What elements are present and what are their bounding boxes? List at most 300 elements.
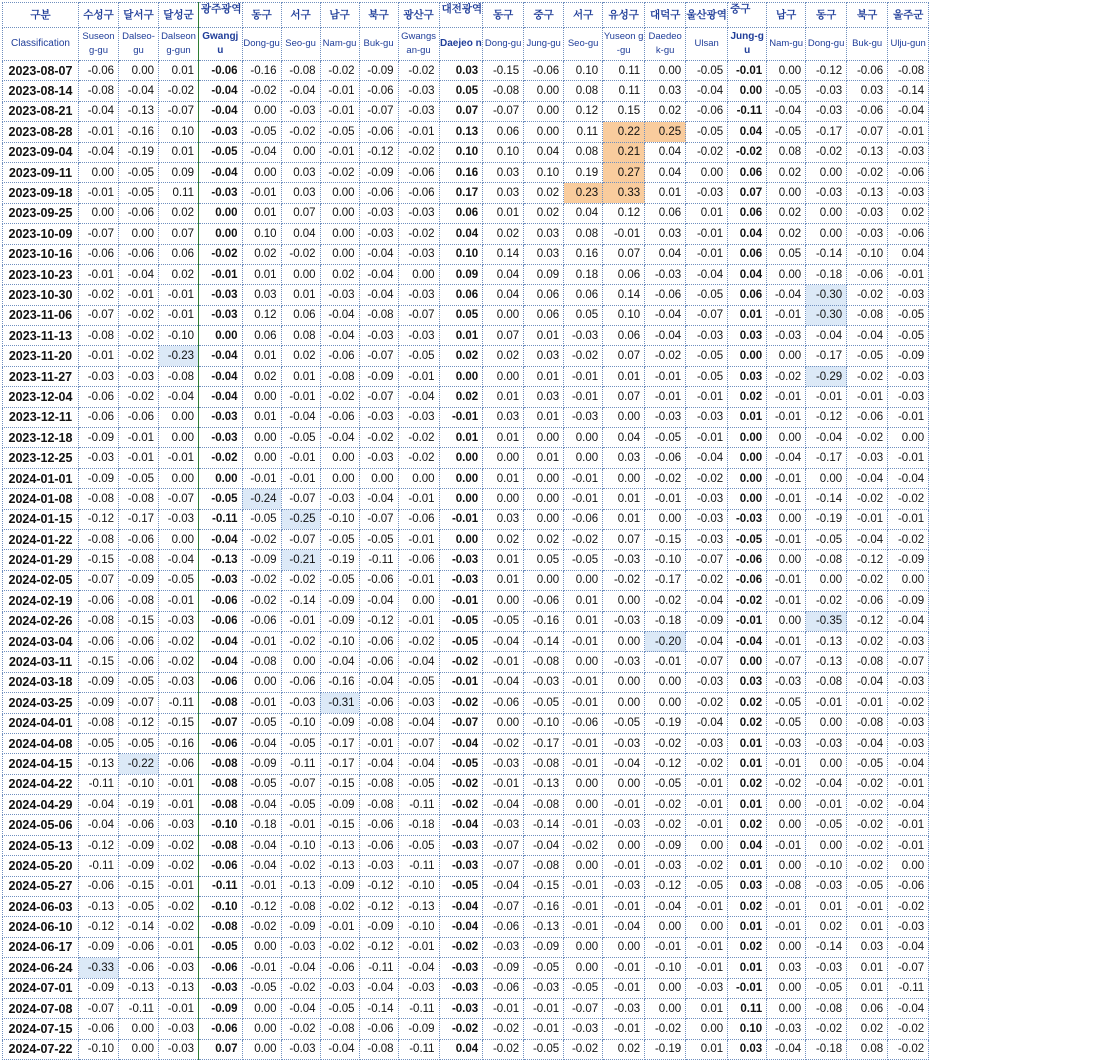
value-cell: -0.04 — [398, 387, 439, 407]
value-cell: 0.01 — [728, 407, 767, 427]
value-cell: -0.08 — [119, 591, 159, 611]
value-cell: -0.06 — [888, 162, 929, 182]
value-cell: -0.13 — [524, 917, 564, 937]
value-cell: 0.00 — [564, 937, 603, 957]
value-cell: -0.06 — [483, 978, 524, 998]
value-cell: 0.00 — [645, 998, 686, 1018]
value-cell: 0.00 — [564, 428, 603, 448]
value-cell: -0.14 — [806, 489, 847, 509]
table-row — [3, 101, 929, 121]
value-cell: 0.10 — [524, 162, 564, 182]
value-cell: -0.04 — [119, 81, 159, 101]
header-ko-cell: 동구 — [806, 3, 847, 28]
value-cell: -0.06 — [199, 958, 243, 978]
value-cell: -0.05 — [645, 774, 686, 794]
value-cell: 0.05 — [524, 550, 564, 570]
value-cell: -0.08 — [524, 856, 564, 876]
value-cell: -0.02 — [847, 835, 888, 855]
value-cell: -0.01 — [767, 591, 806, 611]
value-cell: -0.06 — [199, 672, 243, 692]
value-cell: -0.04 — [199, 346, 243, 366]
value-cell: -0.03 — [767, 733, 806, 753]
value-cell: -0.05 — [847, 346, 888, 366]
value-cell: -0.17 — [119, 509, 159, 529]
value-cell: -0.14 — [119, 917, 159, 937]
value-cell: -0.05 — [159, 570, 199, 590]
value-cell: -0.07 — [686, 652, 728, 672]
header-ko-cell: 북구 — [359, 3, 398, 28]
value-cell: -0.18 — [645, 611, 686, 631]
value-cell: -0.10 — [281, 713, 320, 733]
value-cell: -0.05 — [242, 122, 281, 142]
value-cell: -0.19 — [320, 550, 359, 570]
value-cell: 0.00 — [199, 203, 243, 223]
value-cell: 0.02 — [320, 264, 359, 284]
value-cell: -0.09 — [320, 591, 359, 611]
value-cell: -0.01 — [767, 529, 806, 549]
value-cell: -0.03 — [888, 672, 929, 692]
value-cell: -0.12 — [645, 754, 686, 774]
value-cell: -0.02 — [564, 529, 603, 549]
value-cell: 0.07 — [603, 529, 645, 549]
value-cell: -0.01 — [564, 754, 603, 774]
value-cell: 0.00 — [806, 468, 847, 488]
value-cell: 0.06 — [645, 203, 686, 223]
value-cell: -0.04 — [281, 998, 320, 1018]
value-cell: -0.05 — [199, 489, 243, 509]
value-cell: 0.00 — [483, 366, 524, 386]
date-cell: 2023-09-04 — [3, 142, 79, 162]
value-cell: -0.13 — [847, 142, 888, 162]
value-cell: -0.05 — [199, 937, 243, 957]
value-cell: -0.05 — [398, 346, 439, 366]
value-cell: -0.13 — [159, 978, 199, 998]
value-cell: -0.09 — [888, 591, 929, 611]
value-cell: -0.02 — [888, 1019, 929, 1039]
value-cell: -0.01 — [888, 509, 929, 529]
value-cell: 0.00 — [281, 652, 320, 672]
value-cell: -0.05 — [524, 958, 564, 978]
value-cell: 0.02 — [728, 774, 767, 794]
value-cell: -0.13 — [847, 183, 888, 203]
value-cell: -0.02 — [728, 591, 767, 611]
value-cell: 0.01 — [728, 795, 767, 815]
header-ko-cell: 동구 — [483, 3, 524, 28]
value-cell: -0.01 — [847, 897, 888, 917]
value-cell: 0.07 — [281, 203, 320, 223]
value-cell: -0.03 — [888, 631, 929, 651]
value-cell: -0.01 — [159, 285, 199, 305]
value-cell: -0.03 — [159, 1019, 199, 1039]
value-cell: -0.04 — [320, 326, 359, 346]
value-cell: -0.08 — [199, 917, 243, 937]
value-cell: -0.01 — [728, 978, 767, 998]
value-cell: -0.19 — [119, 795, 159, 815]
value-cell: -0.04 — [767, 285, 806, 305]
value-cell: -0.08 — [767, 876, 806, 896]
value-cell: -0.07 — [79, 305, 119, 325]
value-cell: -0.02 — [439, 795, 483, 815]
value-cell: -0.09 — [199, 998, 243, 1018]
value-cell: 0.03 — [483, 162, 524, 182]
value-cell: 0.00 — [728, 468, 767, 488]
value-cell: -0.08 — [524, 652, 564, 672]
value-cell: 0.00 — [359, 468, 398, 488]
value-cell: -0.06 — [242, 611, 281, 631]
value-cell: -0.01 — [686, 224, 728, 244]
date-cell: 2024-04-15 — [3, 754, 79, 774]
value-cell: 0.08 — [281, 326, 320, 346]
date-cell: 2024-05-13 — [3, 835, 79, 855]
header-ko-cell: 남구 — [320, 3, 359, 28]
value-cell: 0.07 — [603, 387, 645, 407]
value-cell: 0.00 — [439, 468, 483, 488]
value-cell: -0.01 — [603, 958, 645, 978]
value-cell: -0.01 — [564, 489, 603, 509]
value-cell: 0.09 — [159, 162, 199, 182]
value-cell: -0.01 — [888, 774, 929, 794]
value-cell: 0.00 — [767, 61, 806, 81]
value-cell: 0.01 — [847, 978, 888, 998]
value-cell: 0.06 — [728, 244, 767, 264]
value-cell: 0.00 — [320, 468, 359, 488]
value-cell: -0.02 — [281, 122, 320, 142]
value-cell: 0.00 — [728, 489, 767, 509]
value-cell: -0.12 — [79, 835, 119, 855]
value-cell: -0.09 — [119, 835, 159, 855]
value-cell: 0.04 — [281, 224, 320, 244]
value-cell: 0.06 — [483, 122, 524, 142]
value-cell: -0.05 — [806, 815, 847, 835]
value-cell: 0.00 — [398, 264, 439, 284]
value-cell: -0.12 — [242, 897, 281, 917]
value-cell: -0.24 — [242, 489, 281, 509]
value-cell: 0.00 — [439, 489, 483, 509]
header-en-cell: Daedeo k-gu — [645, 28, 686, 61]
value-cell: -0.03 — [281, 1039, 320, 1059]
value-cell: -0.04 — [398, 652, 439, 672]
value-cell: 0.00 — [603, 631, 645, 651]
value-cell: -0.04 — [847, 733, 888, 753]
value-cell: -0.10 — [159, 326, 199, 346]
value-cell: -0.02 — [847, 366, 888, 386]
table-row — [3, 937, 929, 957]
value-cell: -0.06 — [888, 224, 929, 244]
value-cell: -0.01 — [847, 387, 888, 407]
header-en-cell: Dalseo- gu — [119, 28, 159, 61]
value-cell: 0.01 — [483, 468, 524, 488]
value-cell: 0.02 — [767, 162, 806, 182]
value-cell: 0.00 — [806, 570, 847, 590]
value-cell: -0.03 — [320, 285, 359, 305]
value-cell: 0.00 — [603, 835, 645, 855]
value-cell: -0.04 — [159, 550, 199, 570]
value-cell: 0.06 — [524, 285, 564, 305]
value-cell: -0.03 — [686, 733, 728, 753]
value-cell: -0.04 — [888, 611, 929, 631]
value-cell: -0.07 — [686, 305, 728, 325]
value-cell: -0.04 — [199, 162, 243, 182]
date-cell: 2024-03-11 — [3, 652, 79, 672]
value-cell: 0.00 — [320, 224, 359, 244]
value-cell: -0.13 — [398, 897, 439, 917]
value-cell: 0.03 — [728, 366, 767, 386]
value-cell: -0.09 — [888, 550, 929, 570]
value-cell: 0.04 — [439, 1039, 483, 1059]
value-cell: -0.08 — [847, 713, 888, 733]
value-cell: -0.02 — [119, 305, 159, 325]
value-cell: -0.03 — [359, 326, 398, 346]
value-cell: -0.03 — [199, 183, 243, 203]
value-cell: -0.01 — [159, 305, 199, 325]
table-row — [3, 978, 929, 998]
table-row — [3, 917, 929, 937]
value-cell: -0.02 — [847, 285, 888, 305]
value-cell: 0.02 — [524, 183, 564, 203]
value-cell: 0.00 — [199, 224, 243, 244]
value-cell: 0.23 — [564, 183, 603, 203]
value-cell: -0.02 — [242, 529, 281, 549]
value-cell: -0.03 — [199, 570, 243, 590]
value-cell: -0.07 — [483, 897, 524, 917]
value-cell: -0.16 — [524, 611, 564, 631]
value-cell: -0.02 — [242, 917, 281, 937]
value-cell: -0.04 — [359, 672, 398, 692]
value-cell: -0.07 — [79, 224, 119, 244]
value-cell: -0.06 — [199, 1019, 243, 1039]
value-cell: 0.00 — [524, 509, 564, 529]
value-cell: -0.01 — [242, 958, 281, 978]
value-cell: -0.15 — [159, 713, 199, 733]
value-cell: -0.01 — [767, 489, 806, 509]
value-cell: -0.12 — [806, 407, 847, 427]
value-cell: -0.02 — [281, 856, 320, 876]
table-row — [3, 672, 929, 692]
value-cell: -0.04 — [281, 407, 320, 427]
value-cell: -0.01 — [686, 428, 728, 448]
value-cell: 0.00 — [767, 428, 806, 448]
value-cell: -0.02 — [686, 693, 728, 713]
value-cell: -0.03 — [524, 672, 564, 692]
value-cell: -0.03 — [767, 672, 806, 692]
value-cell: -0.02 — [847, 428, 888, 448]
value-cell: -0.06 — [483, 917, 524, 937]
value-cell: -0.03 — [888, 733, 929, 753]
value-cell: -0.01 — [645, 937, 686, 957]
value-cell: -0.01 — [564, 672, 603, 692]
value-cell: -0.02 — [159, 81, 199, 101]
value-cell: 0.14 — [483, 244, 524, 264]
value-cell: -0.05 — [119, 183, 159, 203]
value-cell: 0.04 — [603, 428, 645, 448]
value-cell: -0.05 — [242, 978, 281, 998]
value-cell: 0.06 — [281, 305, 320, 325]
value-cell: -0.01 — [159, 448, 199, 468]
value-cell: -0.02 — [281, 631, 320, 651]
value-cell: -0.19 — [806, 509, 847, 529]
value-cell: -0.10 — [320, 509, 359, 529]
value-cell: 0.02 — [767, 203, 806, 223]
value-cell: -0.01 — [439, 509, 483, 529]
value-cell: -0.08 — [159, 366, 199, 386]
value-cell: -0.03 — [806, 101, 847, 121]
value-cell: -0.11 — [398, 856, 439, 876]
value-cell: -0.06 — [847, 407, 888, 427]
header-en-cell: Suseon g-gu — [79, 28, 119, 61]
value-cell: 0.08 — [564, 224, 603, 244]
value-cell: -0.15 — [119, 876, 159, 896]
value-cell: -0.08 — [359, 305, 398, 325]
value-cell: 0.02 — [728, 897, 767, 917]
value-cell: -0.08 — [79, 611, 119, 631]
value-cell: -0.05 — [847, 754, 888, 774]
header-en-cell: Classification — [3, 28, 79, 61]
value-cell: -0.08 — [79, 81, 119, 101]
value-cell: -0.01 — [806, 693, 847, 713]
value-cell: -0.03 — [767, 326, 806, 346]
value-cell: -0.03 — [398, 978, 439, 998]
value-cell: -0.01 — [888, 448, 929, 468]
header-ko-cell: 광산구 — [398, 3, 439, 28]
value-cell: -0.01 — [686, 937, 728, 957]
value-cell: 0.00 — [888, 570, 929, 590]
header-en-cell: Dalseon g-gun — [159, 28, 199, 61]
value-cell: -0.01 — [686, 897, 728, 917]
value-cell: -0.03 — [439, 998, 483, 1018]
value-cell: -0.07 — [767, 652, 806, 672]
header-ko-cell: 대전광역 — [439, 3, 483, 28]
value-cell: 0.01 — [524, 366, 564, 386]
value-cell: -0.05 — [320, 998, 359, 1018]
table-row — [3, 876, 929, 896]
value-cell: -0.03 — [564, 407, 603, 427]
table-row — [3, 407, 929, 427]
value-cell: -0.01 — [242, 876, 281, 896]
value-cell: -0.02 — [645, 591, 686, 611]
value-cell: -0.04 — [888, 937, 929, 957]
value-cell: 0.03 — [483, 407, 524, 427]
data-table — [2, 2, 929, 1060]
value-cell: 0.02 — [728, 815, 767, 835]
value-cell: -0.01 — [564, 897, 603, 917]
value-cell: 0.01 — [728, 917, 767, 937]
value-cell: 0.10 — [439, 244, 483, 264]
value-cell: -0.03 — [888, 387, 929, 407]
value-cell: -0.05 — [564, 550, 603, 570]
value-cell: 0.00 — [199, 326, 243, 346]
value-cell: 0.03 — [524, 244, 564, 264]
value-cell: -0.08 — [524, 754, 564, 774]
value-cell: 0.02 — [281, 346, 320, 366]
value-cell: -0.01 — [398, 529, 439, 549]
value-cell: -0.03 — [199, 428, 243, 448]
value-cell: -0.05 — [281, 795, 320, 815]
value-cell: 0.11 — [603, 61, 645, 81]
value-cell: -0.01 — [603, 795, 645, 815]
value-cell: -0.09 — [686, 611, 728, 631]
value-cell: -0.15 — [483, 61, 524, 81]
table-row — [3, 489, 929, 509]
value-cell: -0.02 — [439, 1019, 483, 1039]
value-cell: 0.00 — [767, 795, 806, 815]
value-cell: -0.02 — [888, 897, 929, 917]
value-cell: -0.06 — [79, 1019, 119, 1039]
value-cell: -0.15 — [645, 529, 686, 549]
value-cell: 0.02 — [728, 693, 767, 713]
value-cell: -0.04 — [888, 998, 929, 1018]
value-cell: -0.04 — [79, 142, 119, 162]
value-cell: -0.02 — [159, 897, 199, 917]
value-cell: -0.04 — [767, 101, 806, 121]
value-cell: -0.01 — [159, 591, 199, 611]
value-cell: -0.11 — [79, 856, 119, 876]
value-cell: -0.13 — [806, 631, 847, 651]
value-cell: 0.01 — [806, 897, 847, 917]
value-cell: -0.19 — [645, 1039, 686, 1059]
date-cell: 2024-04-01 — [3, 713, 79, 733]
value-cell: -0.06 — [320, 407, 359, 427]
value-cell: 0.10 — [728, 1019, 767, 1039]
value-cell: -0.02 — [728, 142, 767, 162]
value-cell: -0.14 — [806, 937, 847, 957]
value-cell: -0.05 — [728, 529, 767, 549]
value-cell: -0.09 — [242, 754, 281, 774]
value-cell: -0.02 — [686, 468, 728, 488]
value-cell: -0.16 — [320, 672, 359, 692]
value-cell: -0.03 — [686, 326, 728, 346]
value-cell: -0.04 — [79, 815, 119, 835]
value-cell: 0.00 — [483, 489, 524, 509]
value-cell: -0.01 — [398, 570, 439, 590]
table-row — [3, 203, 929, 223]
value-cell: -0.08 — [242, 652, 281, 672]
value-cell: -0.06 — [79, 591, 119, 611]
value-cell: -0.04 — [603, 917, 645, 937]
value-cell: 0.03 — [767, 958, 806, 978]
value-cell: -0.10 — [398, 917, 439, 937]
value-cell: -0.02 — [645, 795, 686, 815]
value-cell: 0.00 — [119, 1039, 159, 1059]
value-cell: 0.07 — [199, 1039, 243, 1059]
value-cell: -0.02 — [159, 652, 199, 672]
value-cell: 0.00 — [439, 448, 483, 468]
value-cell: 0.06 — [847, 998, 888, 1018]
value-cell: -0.05 — [767, 693, 806, 713]
value-cell: -0.06 — [359, 835, 398, 855]
value-cell: -0.04 — [686, 713, 728, 733]
value-cell: 0.06 — [439, 285, 483, 305]
value-cell: -0.05 — [603, 713, 645, 733]
value-cell: -0.01 — [242, 468, 281, 488]
value-cell: -0.03 — [439, 835, 483, 855]
value-cell: -0.03 — [159, 815, 199, 835]
value-cell: -0.01 — [119, 448, 159, 468]
value-cell: -0.02 — [242, 81, 281, 101]
value-cell: -0.01 — [603, 978, 645, 998]
value-cell: -0.03 — [398, 407, 439, 427]
value-cell: -0.01 — [564, 917, 603, 937]
date-cell: 2023-08-21 — [3, 101, 79, 121]
value-cell: -0.03 — [888, 713, 929, 733]
value-cell: -0.09 — [242, 550, 281, 570]
value-cell: 0.00 — [767, 183, 806, 203]
value-cell: -0.08 — [847, 305, 888, 325]
value-cell: 0.03 — [242, 285, 281, 305]
value-cell: -0.03 — [398, 101, 439, 121]
value-cell: -0.02 — [645, 468, 686, 488]
value-cell: -0.07 — [359, 509, 398, 529]
value-cell: -0.02 — [847, 631, 888, 651]
